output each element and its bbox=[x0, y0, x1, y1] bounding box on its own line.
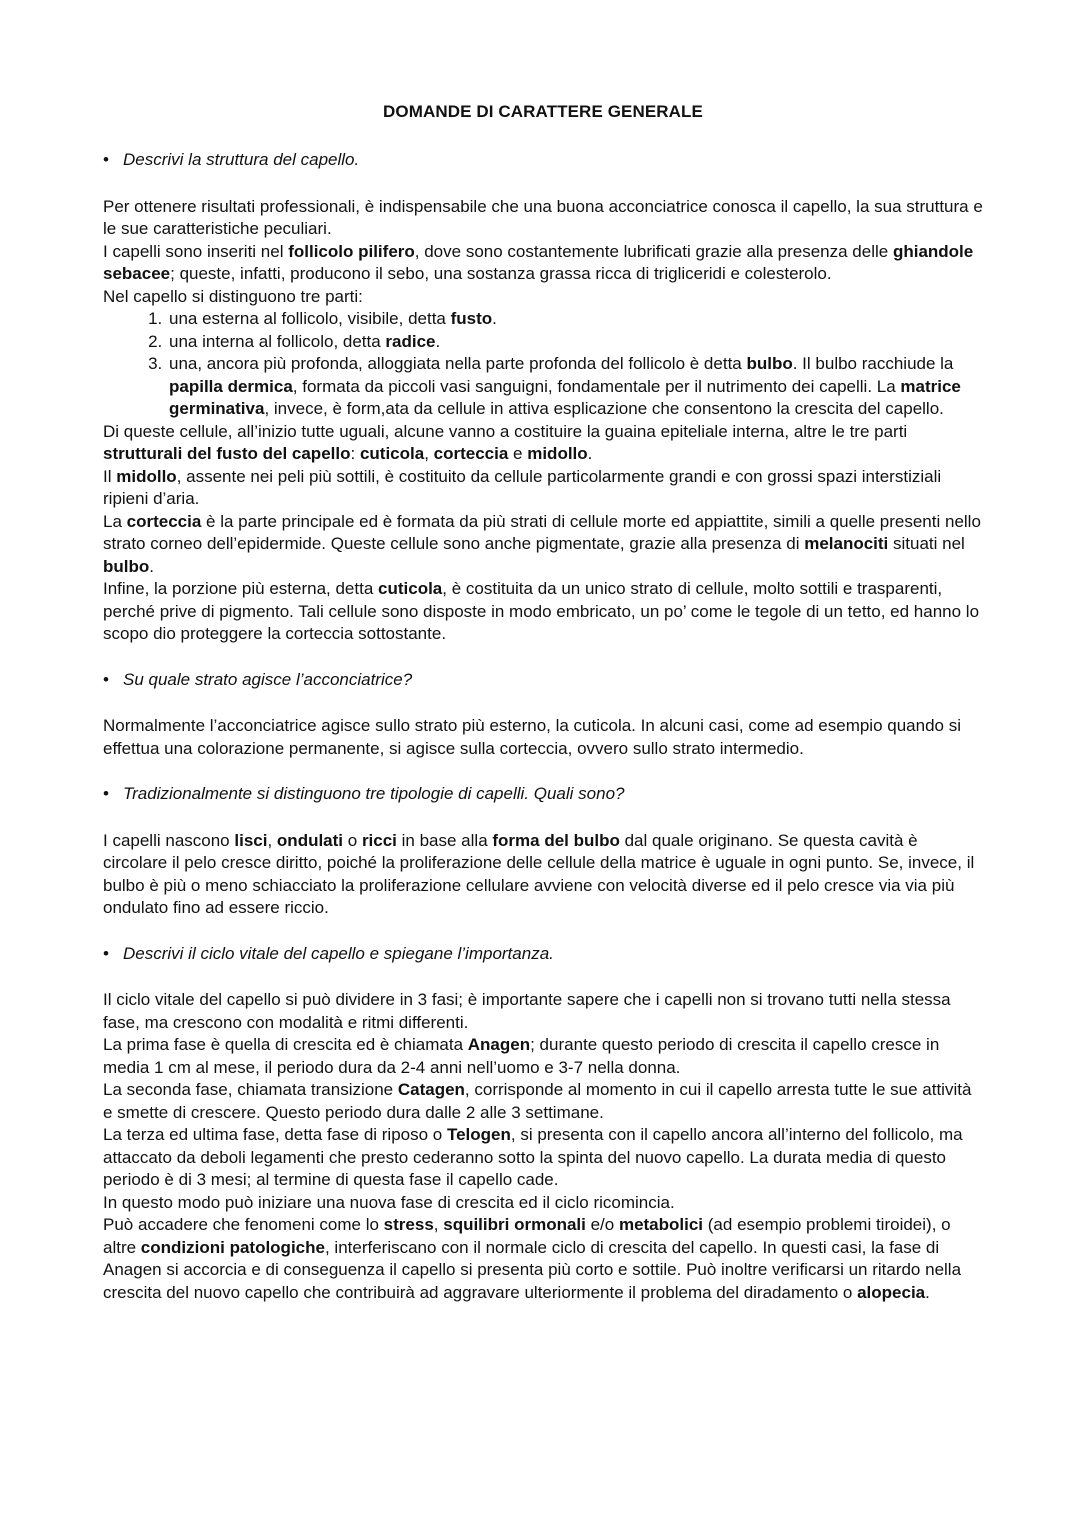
bold-term: melanociti bbox=[804, 534, 889, 553]
paragraph: Il ciclo vitale del capello si può dividere in 3 fasi; è importante sapere che i capelli non si trovano tutti nella stessa fase, ma crescono con modalità e ritmi differenti. bbox=[103, 990, 951, 1032]
bold-term: Anagen bbox=[467, 1035, 531, 1054]
question bbox=[103, 149, 983, 172]
paragraph: Infine, la porzione più esterna, detta cuticola, è costituita da un unico strato di cellule, molto sottili e trasparenti, perché prive di pigmento. Tali cellule sono disposte in modo embricato, un po’ come le tegole di un tetto, ed hanno lo scopo dio proteggere la corteccia sottostante. bbox=[103, 579, 980, 643]
bullet-icon: • bbox=[103, 943, 109, 963]
paragraph: Nel capello si distinguono tre parti: bbox=[103, 286, 363, 306]
answer bbox=[103, 989, 983, 1304]
bold-term: metabolici bbox=[618, 1215, 704, 1234]
answer bbox=[103, 715, 983, 760]
bold-term: condizioni patologiche bbox=[140, 1237, 325, 1257]
paragraph: Il midollo, assente nei peli più sottili, è costituito da cellule particolarmente grandi e con grossi spazi interstiziali ripieni d’aria. bbox=[103, 466, 942, 508]
bold-term: corteccia bbox=[126, 511, 202, 531]
list-item: 3. una, ancora più profonda, alloggiata nella parte profonda del follicolo è detta bulbo. Il bulbo racchiude la papilla dermica, formata da piccoli vasi sanguigni, fondamentale per il nutrimento dei capelli. La matrice germinativa, invece, è form,ata da cellule in attiva esplicazione che consentono la crescita del capello. bbox=[167, 353, 983, 421]
bold-term: Catagen bbox=[397, 1080, 465, 1099]
bold-term: alopecia bbox=[857, 1282, 926, 1302]
paragraph: In questo modo può iniziare una nuova fase di crescita ed il ciclo ricomincia. bbox=[103, 1192, 675, 1212]
bold-term: ghiandole sebacee bbox=[103, 241, 974, 283]
paragraph: Di queste cellule, all’inizio tutte uguali, alcune vanno a costituire la guaina epiteliale interna, altre le tre parti strutturali del fusto del capello: cuticola, corteccia e midollo. bbox=[103, 421, 908, 463]
paragraph: Normalmente l’acconciatrice agisce sullo strato più esterno, la cuticola. In alcuni casi, come ad esempio quando si effettua una colorazione permanente, si agisce sulla corteccia, ovvero sullo strato intermedio. bbox=[103, 716, 961, 758]
bold-term: strutturali del fusto del capello bbox=[103, 444, 351, 463]
section-hairdresser-layer bbox=[103, 669, 983, 761]
paragraph: La terza ed ultima fase, detta fase di riposo o Telogen, si presenta con il capello ancora all’interno del follicolo, ma attaccato da deboli legamenti che presto cederanno sotto la spinta del nuovo capello. La durata media di questo periodo è di 3 mesi; al termine di questa fase il capello cade. bbox=[103, 1125, 963, 1189]
bold-term: lisci bbox=[234, 830, 268, 850]
bullet-icon: • bbox=[103, 669, 109, 689]
bold-term: squilibri ormonali bbox=[443, 1215, 586, 1234]
answer bbox=[103, 196, 983, 646]
bold-term: follicolo pilifero bbox=[288, 241, 415, 261]
document-body bbox=[103, 102, 983, 1327]
paragraph: Può accadere che fenomeni come lo stress, squilibri ormonali e/o metabolici (ad esempio problemi tiroidei), o altre condizioni patologiche, interferiscano con il normale ciclo di crescita del capello. In questi casi, la fase di Anagen si accorcia e di conseguenza il capello si presenta più corto e sottile. Può inoltre verificarsi un ritardo nella crescita del nuovo capello che contribuirà ad aggravare ulteriormente il problema del diradamento o alopecia. bbox=[103, 1215, 962, 1302]
bold-term: ricci bbox=[361, 830, 397, 850]
bold-term: forma del bulbo bbox=[492, 830, 620, 850]
bold-term: Telogen bbox=[446, 1125, 511, 1144]
paragraph: La corteccia è la parte principale ed è formata da più strati di cellule morte ed appiattite, simili a quelle presenti nello strato corneo dell’epidermide. Queste cellule sono anche pigmentate, grazie alla presenza di melanociti situati nel bulbo. bbox=[103, 511, 981, 576]
bold-term: midollo bbox=[116, 466, 177, 486]
question-text: Descrivi la struttura del capello. bbox=[123, 150, 360, 169]
bold-term: stress bbox=[383, 1215, 434, 1234]
bold-term: ondulati bbox=[276, 830, 344, 850]
bold-term: cuticola bbox=[378, 579, 443, 598]
bullet-icon: • bbox=[103, 150, 109, 169]
bullet-icon: • bbox=[103, 784, 109, 803]
question-text: Descrivi il ciclo vitale del capello e spiegane l’importanza. bbox=[123, 943, 554, 963]
paragraph: I capelli nascono lisci, ondulati o ricci in base alla forma del bulbo dal quale originano. Se questa cavità è circolare il pelo cresce diritto, poiché la proliferazione delle cellule della matrice è uguale in ogni punto. Se, invece, il bulbo è più o meno schiacciato la proliferazione cellulare avviene con velocità diverse ed il pelo cresce via via più ondulato fino ad essere riccio. bbox=[103, 830, 975, 917]
bold-term: matrice germinativa bbox=[169, 376, 961, 418]
paragraph: La seconda fase, chiamata transizione Catagen, corrisponde al momento in cui il capello arresta tutte le sue attività e smette di crescere. Questo periodo dura dalle 2 alle 3 settimane. bbox=[103, 1080, 972, 1122]
section-hair-types bbox=[103, 783, 983, 920]
bold-term: bulbo bbox=[103, 556, 150, 576]
bold-term: fusto bbox=[450, 309, 493, 328]
question-text: Tradizionalmente si distinguono tre tipologie di capelli. Quali sono? bbox=[123, 784, 625, 803]
section-hair-structure bbox=[103, 149, 983, 646]
hair-parts-list bbox=[103, 308, 983, 421]
bold-term: midollo bbox=[527, 444, 588, 463]
paragraph: Per ottenere risultati professionali, è indispensabile che una buona acconciatrice conosca il capello, la sua struttura e le sue caratteristiche peculiari. bbox=[103, 196, 983, 238]
bold-term: papilla dermica bbox=[169, 376, 293, 396]
bold-term: bulbo bbox=[746, 354, 793, 373]
question-text: Su quale strato agisce l’acconciatrice? bbox=[123, 669, 413, 689]
bold-term: cuticola bbox=[359, 444, 425, 463]
paragraph: La prima fase è quella di crescita ed è chiamata Anagen; durante questo periodo di crescita il capello cresce in media 1 cm al mese, il periodo dura da 2-4 anni nell’uomo e 3-7 nella donna. bbox=[103, 1035, 940, 1077]
paragraph: I capelli sono inseriti nel follicolo pilifero, dove sono costantemente lubrificati grazie alla presenza delle ghiandole sebacee; queste, infatti, producono il sebo, una sostanza grassa ricca di trigliceridi e colesterolo. bbox=[103, 241, 974, 283]
page-title: DOMANDE DI CARATTERE GENERALE bbox=[383, 102, 703, 121]
section-hair-life-cycle bbox=[103, 943, 983, 1305]
question bbox=[103, 669, 983, 692]
list-item: 1. una esterna al follicolo, visibile, detta fusto. bbox=[167, 308, 983, 331]
bold-term: radice bbox=[385, 331, 436, 351]
question bbox=[103, 943, 983, 966]
answer bbox=[103, 830, 983, 920]
bold-term: corteccia bbox=[433, 444, 509, 463]
list-item: 2. una interna al follicolo, detta radice. bbox=[167, 331, 983, 354]
question bbox=[103, 783, 983, 806]
